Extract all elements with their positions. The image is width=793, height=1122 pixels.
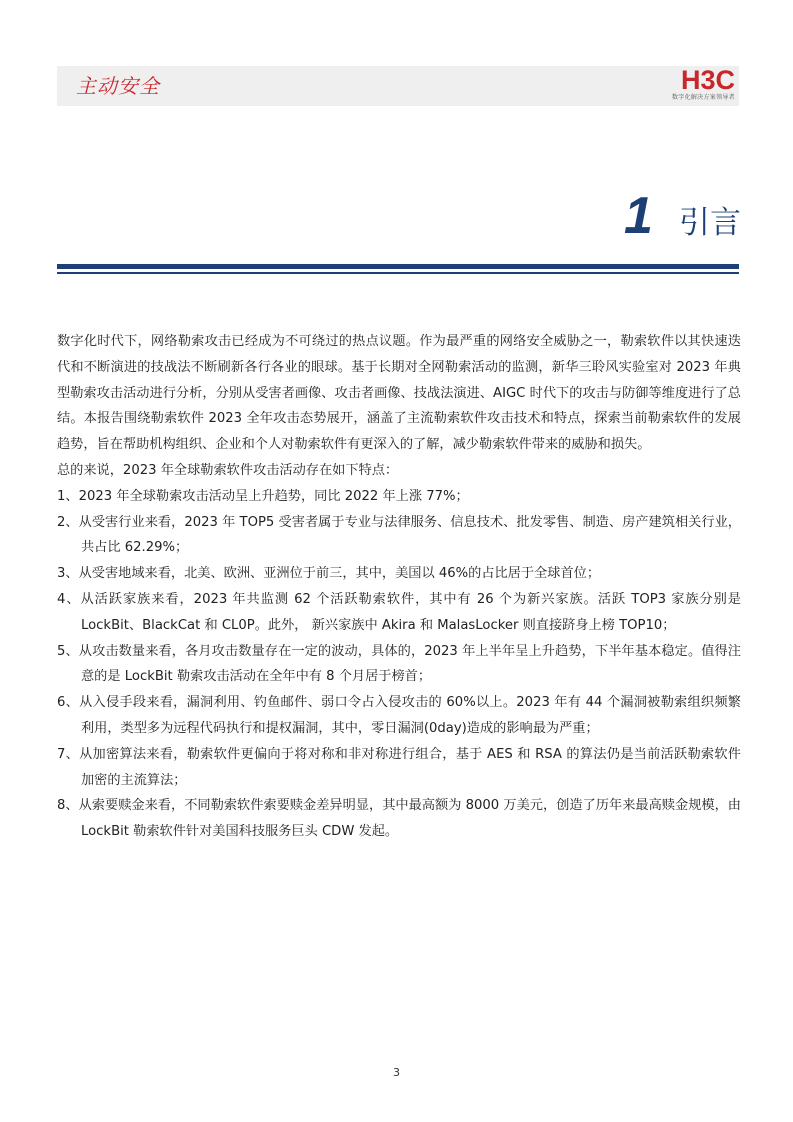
list-item: 8、从索要赎金来看，不同勒索软件索要赎金差异明显，其中最高额为 8000 万美元，创造了历年来最高赎金规模，由 LockBit 勒索软件针对美国科技服务巨头 CDW 发起。: [57, 798, 741, 840]
intro-paragraph: 数字化时代下，网络勒索攻击已经成为不可绕过的热点议题。作为最严重的网络安全威胁之一，勒索软件以其快速迭代和不断演进的技战法不断刷新各行各业的眼球。基于长期对全网勒索活动的监测，新华三聆风实验室对 2023 年典型勒索攻击活动进行分析，分别从受害者画像、攻击者画像、技战法演进、AIGC 时代下的攻击与防御等维度进行了总结。本报告围绕勒索软件 2023 全年攻击态势展开，涵盖了主流勒索软件攻击技术和特点，探索当前勒索软件的发展趋势，旨在帮助机构组织、企业和个人对勒索软件有更深入的了解，减少勒索软件带来的威胁和损失。: [57, 334, 741, 453]
summary-intro: 总的来说，2023 年全球勒索软件攻击活动存在如下特点：: [57, 462, 399, 478]
h3c-logo: [655, 67, 735, 102]
list-item: 3、从受害地域来看，北美、欧洲、亚洲位于前三，其中，美国以 46%的占比居于全球首位；: [57, 566, 601, 582]
body-content: [57, 329, 741, 845]
characteristics-list: [57, 484, 741, 845]
page-number: 3: [393, 1066, 400, 1079]
chapter-divider-thin: [57, 272, 739, 274]
header-section-title: 主动安全: [76, 74, 160, 98]
page-header: [57, 66, 739, 106]
list-item: 2、从受害行业来看，2023 年 TOP5 受害者属于专业与法律服务、信息技术、批发零售、制造、房产建筑相关行业，共占比 62.29%；: [57, 514, 741, 556]
list-item: 5、从攻击数量来看，各月攻击数量存在一定的波动，具体的，2023 年上半年呈上升趋势，下半年基本稳定。值得注意的是 LockBit 勒索攻击活动在全年中有 8 个月居于榜首；: [57, 643, 741, 685]
chapter-number: 1: [624, 187, 653, 245]
chapter-divider-thick: [57, 264, 739, 269]
list-item: 1、2023 年全球勒索攻击活动呈上升趋势，同比 2022 年上涨 77%；: [57, 488, 469, 504]
list-item: 7、从加密算法来看，勒索软件更偏向于将对称和非对称进行组合，基于 AES 和 RSA 的算法仍是当前活跃勒索软件加密的主流算法；: [57, 746, 741, 788]
list-item: 6、从入侵手段来看，漏洞利用、钓鱼邮件、弱口令占入侵攻击的 60%以上。2023 年有 44 个漏洞被勒索组织频繁利用，类型多为远程代码执行和提权漏洞，其中，零日漏洞(0day)造成的影响最为严重；: [57, 695, 741, 736]
logo-tagline: 数字化解决方案领导者: [671, 94, 735, 101]
list-item: 4、从活跃家族来看，2023 年共监测 62 个活跃勒索软件，其中有 26 个为新兴家族。活跃 TOP3 家族分别是 LockBit、BlackCat 和 CL0P。此外， 新兴家族中 Akira 和 MalasLocker 则直接跻身上榜 TOP10；: [57, 591, 741, 633]
chapter-title: 引言: [679, 205, 741, 241]
logo-wordmark: H3C: [680, 65, 735, 95]
